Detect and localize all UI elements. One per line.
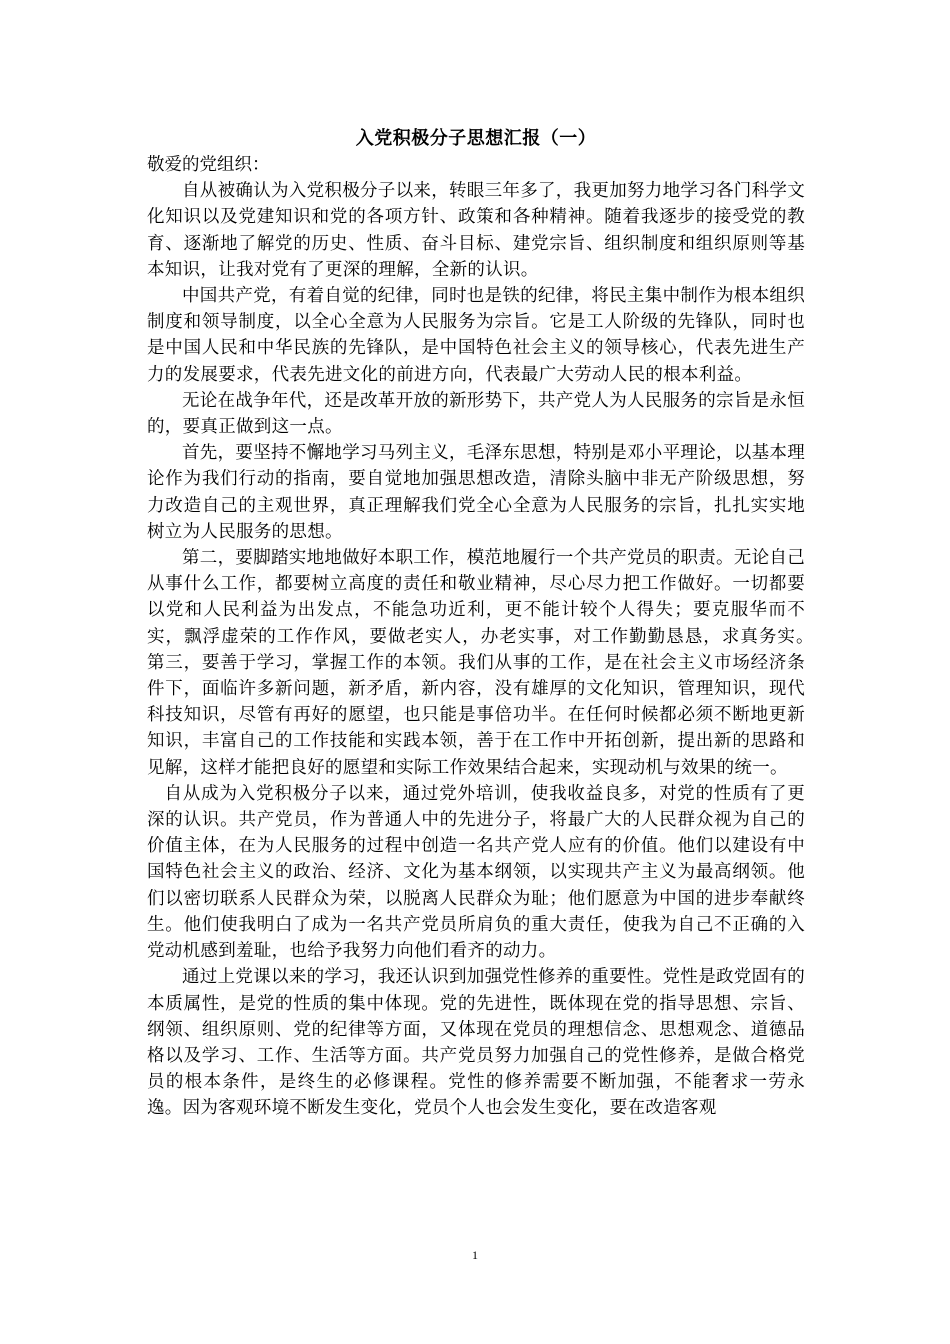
paragraph-2: 中国共产党，有着自觉的纪律，同时也是铁的纪律，将民主集中制作为根本组织制度和领导制度，以全心全意为人民服务为宗旨。它是工人阶级的先锋队，同时也是中国人民和中华民族的先锋队，是中国特色社会主义的领导核心，代表先进生产力的发展要求，代表先进文化的前进方向，代表最广大劳动人民的根本利益。	[147, 286, 805, 385]
paragraph-4: 首先，要坚持不懈地学习马列主义，毛泽东思想，特别是邓小平理论，以基本理论作为我们行动的指南，要自觉地加强思想改造，清除头脑中非无产阶级思想，努力改造自己的主观世界，真正理解我们党全心全意为人民服务的宗旨，扎扎实实地树立为人民服务的思想。	[147, 443, 805, 542]
paragraph-1: 自从被确认为入党积极分子以来，转眼三年多了，我更加努力地学习各门科学文化知识以及党建知识和党的各项方针、政策和各种精神。随着我逐步的接受党的教育、逐渐地了解党的历史、性质、奋斗目标、建党宗旨、组织制度和组织原则等基本知识，让我对党有了更深的理解，全新的认识。	[147, 181, 805, 280]
paragraph-3: 无论在战争年代，还是改革开放的新形势下，共产党人为人民服务的宗旨是永恒的，要真正做到这一点。	[147, 390, 805, 438]
document-title: 入党积极分子思想汇报（一）	[355, 128, 597, 149]
paragraph-6: 自从成为入党积极分子以来，通过党外培训，使我收益良多，对党的性质有了更深的认识。共产党员，作为普通人中的先进分子，将最广大的人民群众视为自己的价值主体，在为人民服务的过程中创造一名共产党人应有的价值。他们以建设有中国特色社会主义的政治、经济、文化为基本纲领，以实现共产主义为最高纲领。他们以密切联系人民群众为荣，以脱离人民群众为耻；他们愿意为中国的进步奉献终生。他们使我明白了成为一名共产党员所肩负的重大责任，使我为自己不正确的入党动机感到羞耻，也给予我努力向他们看齐的动力。	[147, 783, 805, 962]
page-number: 1	[472, 1248, 478, 1262]
salutation: 敬爱的党组织：	[147, 155, 270, 175]
document-body	[147, 126, 841, 1122]
paragraph-5: 第二，要脚踏实地地做好本职工作，模范地履行一个共产党员的职责。无论自己从事什么工作，都要树立高度的责任和敬业精神，尽心尽力把工作做好。一切都要以党和人民利益为出发点，不能急功近利，更不能计较个人得失；要克服华而不实，飘浮虚荣的工作作风，要做老实人，办老实事，对工作勤勤恳恳，求真务实。 第三，要善于学习，掌握工作的本领。我们从事的工作，是在社会主义市场经济条件下，面临许多新问题，新矛盾，新内容，没有雄厚的文化知识，管理知识，现代科技知识，尽管有再好的愿望，也只能是事倍功半。在任何时候都必须不断地更新知识，丰富自己的工作技能和实践本领，善于在工作中开拓创新，提出新的思路和见解，这样才能把良好的愿望和实际工作效果结合起来，实现动机与效果的统一。	[147, 548, 841, 778]
paragraph-7: 通过上党课以来的学习，我还认识到加强党性修养的重要性。党性是政党固有的本质属性，是党的性质的集中体现。党的先进性，既体现在党的指导思想、宗旨、纲领、组织原则、党的纪律等方面，又体现在党员的理想信念、思想观念、道德品格以及学习、工作、生活等方面。共产党员努力加强自己的党性修养，是做合格党员的根本条件，是终生的必修课程。党性的修养需要不断加强，不能奢求一劳永逸。因为客观环境不断发生变化，党员个人也会发生变化，要在改造客观	[147, 967, 805, 1119]
